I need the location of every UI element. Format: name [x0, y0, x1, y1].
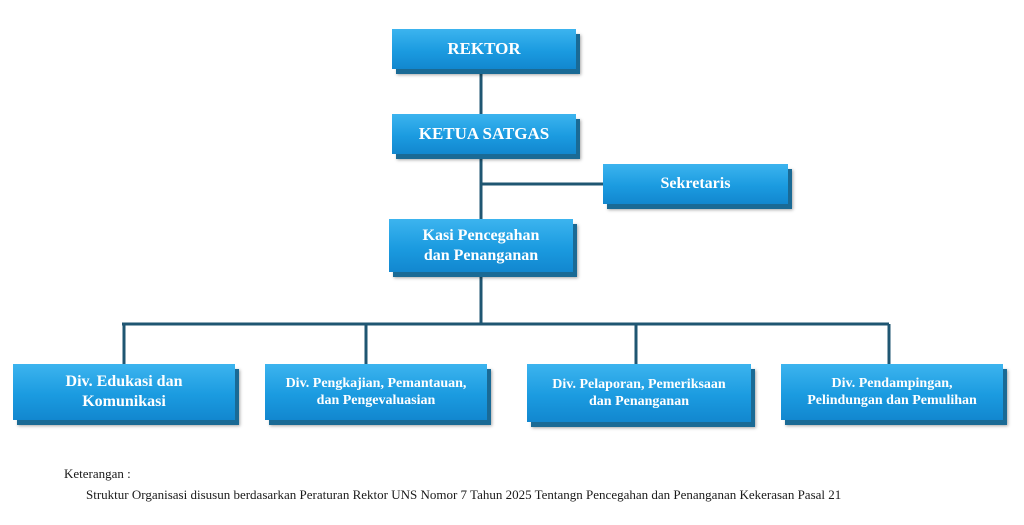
div-edukasi-box [13, 364, 235, 420]
ketua-satgas-label: KETUA SATGAS [418, 123, 550, 143]
rektor-label: REKTOR [447, 38, 521, 58]
sekretaris-box [603, 164, 788, 204]
div-edukasi-label: Div. Edukasi dan Komunikasi [65, 373, 183, 410]
div-pendampingan-label: Div. Pendampingan, Pelindungan dan Pemulihan [807, 375, 977, 408]
ketua-satgas-box [392, 114, 576, 154]
div-pengkajian-label: Div. Pengkajian, Pemantauan, dan Pengevaluasian [285, 375, 467, 408]
div-pengkajian-box [265, 364, 487, 420]
note-text: Struktur Organisasi disusun berdasarkan Peraturan Rektor UNS Nomor 7 Tahun 2025 Tentangn Pencegahan dan Penanganan Kekerasan Pasal 21 [86, 487, 842, 502]
rektor-box [392, 29, 576, 69]
kasi-box [389, 219, 573, 272]
div-pelaporan-box [527, 364, 751, 422]
div-pendampingan-box [781, 364, 1003, 420]
sekretaris-label: Sekretaris [660, 175, 731, 193]
kasi-label: Kasi Pencegahan dan Penanganan [422, 226, 540, 264]
div-pelaporan-label: Div. Pelaporan, Pemeriksaan dan Penanganan [552, 376, 726, 409]
note-title: Keterangan : [64, 466, 131, 481]
